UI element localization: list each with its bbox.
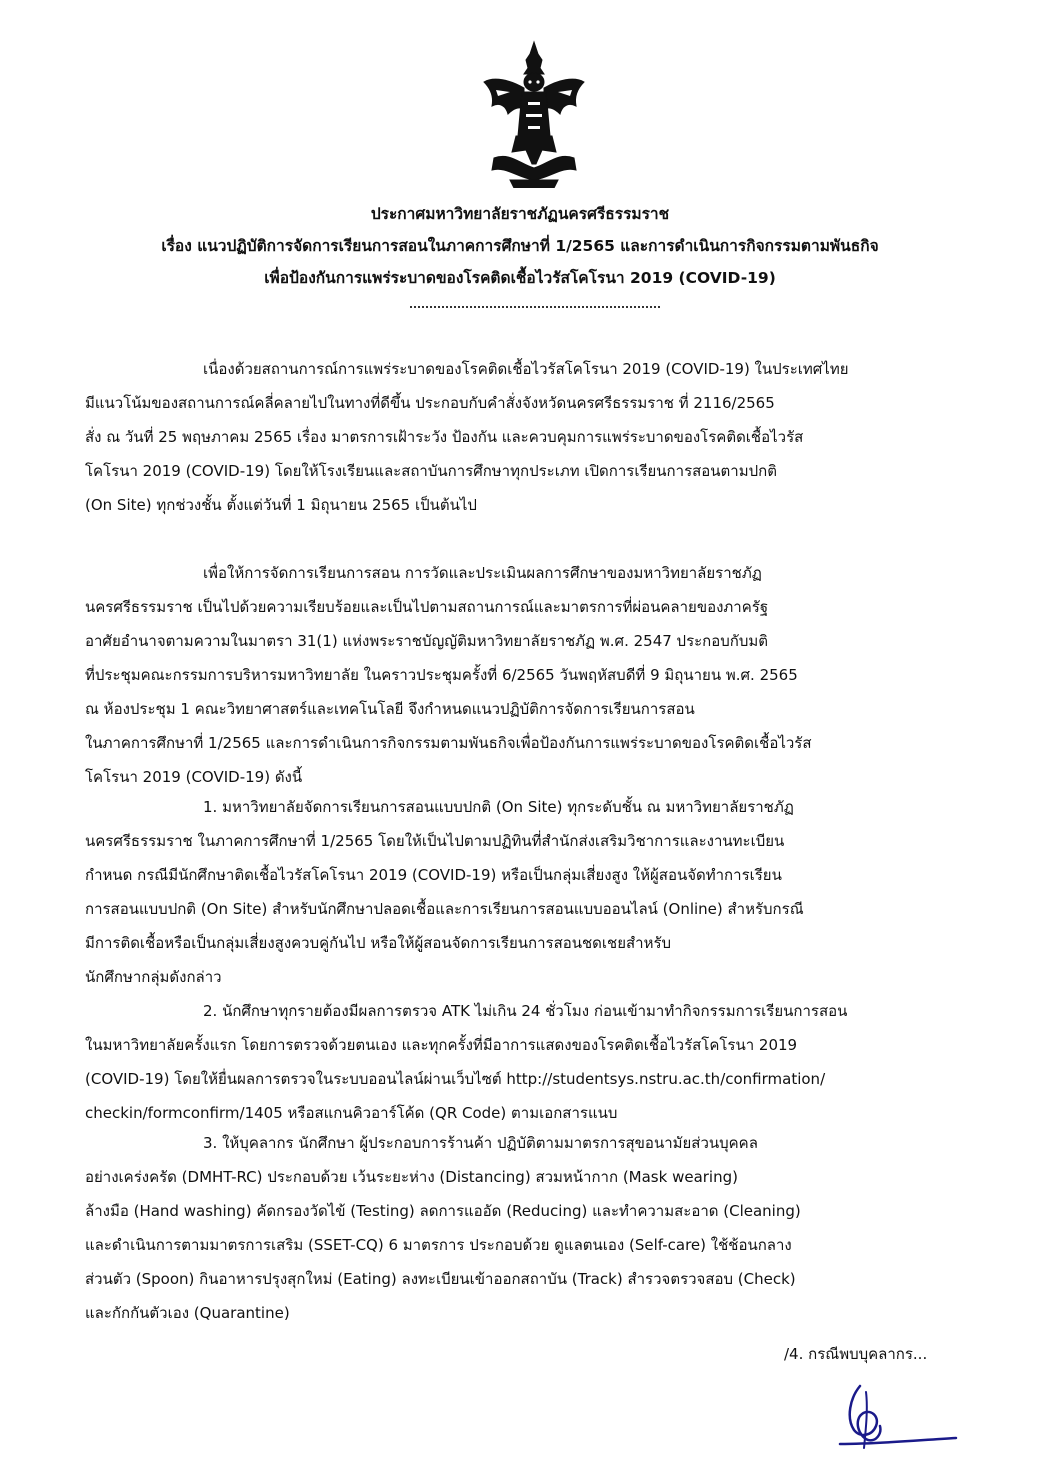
paragraph-line: ในภาคการศึกษาที่ 1/2565 และการดำเนินการกิจกรรมตามพันธกิจเพื่อป้องกันการแพร่ระบาดของโรคติดเชื้อไวรัส (85, 734, 812, 752)
paragraph-line: ที่ประชุมคณะกรรมการบริหารมหาวิทยาลัย ในคราวประชุมครั้งที่ 6/2565 วันพฤหัสบดีที่ 9 มิถุนายน พ.ศ. 2565 (85, 666, 798, 684)
signature-icon (820, 1378, 960, 1458)
item-1 (85, 790, 970, 994)
paragraph-line: checkin/formconfirm/1405 หรือสแกนคิวอาร์โค้ด (QR Code) ตามเอกสารแนบ (85, 1104, 618, 1122)
paragraph-line: การสอนแบบปกติ (On Site) สำหรับนักศึกษาปลอดเชื้อและการเรียนการสอนแบบออนไลน์ (Online) สำหรับกรณี (85, 900, 804, 918)
paragraph-line: เพื่อให้การจัดการเรียนการสอน การวัดและประเมินผลการศึกษาของมหาวิทยาลัยราชภัฏ (203, 564, 762, 582)
item-3 (85, 1126, 970, 1330)
paragraph-line: มีการติดเชื้อหรือเป็นกลุ่มเสี่ยงสูงควบคู่กันไป หรือให้ผู้สอนจัดการเรียนการสอนชดเชยสำหรับ (85, 934, 672, 952)
paragraph-line: และดำเนินการตามมาตรการเสริม (SSET-CQ) 6 มาตรการ ประกอบด้วย ดูแลตนเอง (Self-care) ใช้ช้อนกลาง (85, 1236, 792, 1254)
garuda-emblem-icon (480, 40, 588, 188)
paragraph-2 (85, 556, 970, 794)
paragraph-line: อย่างเคร่งครัด (DMHT-RC) ประกอบด้วย เว้นระยะห่าง (Distancing) สวมหน้ากาก (Mask wearing) (85, 1168, 738, 1186)
paragraph-1 (85, 352, 970, 522)
paragraph-line: ล้างมือ (Hand washing) คัดกรองวัดไข้ (Testing) ลดการแออัด (Reducing) และทำความสะอาด (Cleaning) (85, 1202, 801, 1220)
paragraph-line: สั่ง ณ วันที่ 25 พฤษภาคม 2565 เรื่อง มาตรการเฝ้าระวัง ป้องกัน และควบคุมการแพร่ระบาดของโรคติดเชื้อไวรัส (85, 428, 804, 446)
header-divider (410, 306, 660, 308)
paragraph-line: ส่วนตัว (Spoon) กินอาหารปรุงสุกใหม่ (Eating) ลงทะเบียนเข้าออกสถาบัน (Track) สำรวจตรวจสอบ (Check) (85, 1270, 796, 1288)
paragraph-line: (COVID-19) โดยให้ยื่นผลการตรวจในระบบออนไลน์ผ่านเว็บไซต์ http://studentsys.nstru.ac.th/confirmation/ (85, 1070, 826, 1088)
announcement-title: ประกาศมหาวิทยาลัยราชภัฏนครศรีธรรมราช (370, 205, 670, 223)
paragraph-line: และกักกันตัวเอง (Quarantine) (85, 1304, 290, 1322)
paragraph-line: นครศรีธรรมราช เป็นไปด้วยความเรียบร้อยและเป็นไปตามสถานการณ์และมาตรการที่ผ่อนคลายของภาครัฐ (85, 598, 769, 616)
item-2 (85, 994, 970, 1130)
paragraph-line: นักศึกษากลุ่มดังกล่าว (85, 968, 222, 986)
paragraph-line: ณ ห้องประชุม 1 คณะวิทยาศาสตร์และเทคโนโลยี จึงกำหนดแนวปฏิบัติการจัดการเรียนการสอน (85, 700, 695, 718)
announcement-subject-cont: เพื่อป้องกันการแพร่ระบาดของโรคติดเชื้อไวรัสโคโรนา 2019 (COVID-19) (264, 269, 776, 287)
paragraph-line: 1. มหาวิทยาลัยจัดการเรียนการสอนแบบปกติ (On Site) ทุกระดับชั้น ณ มหาวิทยาลัยราชภัฏ (203, 798, 794, 816)
paragraph-line: อาศัยอำนาจตามความในมาตรา 31(1) แห่งพระราชบัญญัติมหาวิทยาลัยราชภัฏ พ.ศ. 2547 ประกอบกับมติ (85, 632, 769, 650)
paragraph-line: มีแนวโน้มของสถานการณ์คลี่คลายไปในทางที่ดีขึ้น ประกอบกับคำสั่งจังหวัดนครศรีธรรมราช ที่ 2116/2565 (85, 394, 775, 412)
paragraph-line: (On Site) ทุกช่วงชั้น ตั้งแต่วันที่ 1 มิถุนายน 2565 เป็นต้นไป (85, 496, 477, 514)
paragraph-line: กำหนด กรณีมีนักศึกษาติดเชื้อไวรัสโคโรนา 2019 (COVID-19) หรือเป็นกลุ่มเสี่ยงสูง ให้ผู้สอนจัดทำการเรียน (85, 866, 782, 884)
paragraph-line: โคโรนา 2019 (COVID-19) โดยให้โรงเรียนและสถาบันการศึกษาทุกประเภท เปิดการเรียนการสอนตามปกติ (85, 462, 777, 480)
document-header (60, 198, 980, 294)
paragraph-line: นครศรีธรรมราช ในภาคการศึกษาที่ 1/2565 โดยให้เป็นไปตามปฏิทินที่สำนักส่งเสริมวิชาการและงานทะเบียน (85, 832, 785, 850)
paragraph-line: โคโรนา 2019 (COVID-19) ดังนี้ (85, 768, 303, 786)
next-page-continuation: /4. กรณีพบบุคลากร... (784, 1345, 928, 1363)
paragraph-line: เนื่องด้วยสถานการณ์การแพร่ระบาดของโรคติดเชื้อไวรัสโคโรนา 2019 (COVID-19) ในประเทศไทย (203, 360, 849, 378)
paragraph-line: 3. ให้บุคลากร นักศึกษา ผู้ประกอบการร้านค้า ปฏิบัติตามมาตรการสุขอนามัยส่วนบุคคล (203, 1134, 758, 1152)
paragraph-line: ในมหาวิทยาลัยครั้งแรก โดยการตรวจด้วยตนเอง และทุกครั้งที่มีอาการแสดงของโรคติดเชื้อไวรัสโคโรนา 2019 (85, 1036, 798, 1054)
paragraph-line: 2. นักศึกษาทุกรายต้องมีผลการตรวจ ATK ไม่เกิน 24 ชั่วโมง ก่อนเข้ามาทำกิจกรรมการเรียนการสอน (203, 1002, 848, 1020)
announcement-subject: เรื่อง แนวปฏิบัติการจัดการเรียนการสอนในภาคการศึกษาที่ 1/2565 และการดำเนินการกิจกรรมตามพันธกิจ (161, 237, 879, 255)
